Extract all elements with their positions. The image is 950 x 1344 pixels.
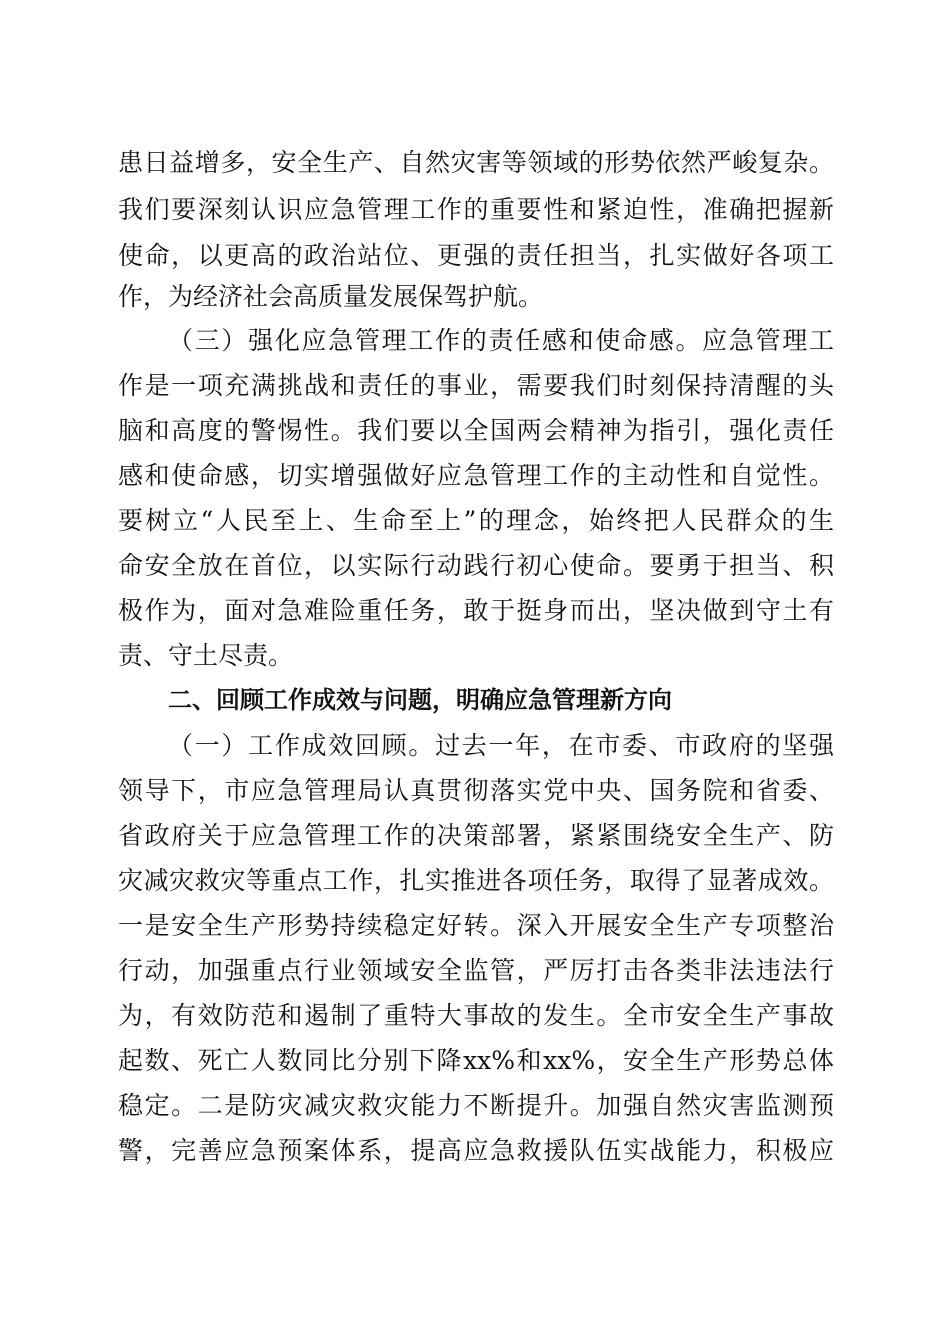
body-text-line: 感和使命感，切实增强做好应急管理工作的主动性和自觉性。	[118, 461, 834, 490]
body-text-line: 极作为，面对急难险重任务，敢于挺身而出，坚决做到守土有	[118, 596, 834, 625]
body-text-line: 责、守土尽责。	[118, 641, 294, 670]
subheading-paragraph-start: （三）强化应急管理工作的责任感和使命感。应急管理工	[168, 326, 834, 355]
section-heading: 二、回顾工作成效与问题，明确应急管理新方向	[168, 686, 672, 714]
body-text-line: 行动，加强重点行业领域安全监管，严厉打击各类非法违法行	[118, 956, 834, 985]
body-text-line: 警，完善应急预案体系，提高应急救援队伍实战能力，积极应	[118, 1136, 834, 1165]
body-text-line: 作，为经济社会高质量发展保驾护航。	[118, 282, 544, 311]
body-text-line: 命安全放在首位，以实际行动践行初心使命。要勇于担当、积	[118, 551, 834, 580]
subheading-paragraph-start: （一）工作成效回顾。过去一年，在市委、市政府的坚强	[168, 731, 834, 760]
body-text-line: 领导下，市应急管理局认真贯彻落实党中央、国务院和省委、	[118, 776, 834, 805]
body-text-line: 患日益增多，安全生产、自然灾害等领域的形势依然严峻复杂。	[118, 148, 834, 177]
body-text-line: 使命，以更高的政治站位、更强的责任担当，扎实做好各项工	[118, 241, 834, 270]
body-text-line: 为，有效防范和遏制了重特大事故的发生。全市安全生产事故	[118, 1001, 834, 1030]
body-text-line: 要树立“人民至上、生命至上”的理念，始终把人民群众的生	[118, 506, 834, 535]
body-text-line: 脑和高度的警惕性。我们要以全国两会精神为指引，强化责任	[118, 416, 834, 445]
body-text-line: 我们要深刻认识应急管理工作的重要性和紧迫性，准确把握新	[118, 195, 834, 224]
body-text-line: 作是一项充满挑战和责任的事业，需要我们时刻保持清醒的头	[118, 371, 834, 400]
body-text-line: 省政府关于应急管理工作的决策部署，紧紧围绕安全生产、防	[118, 821, 834, 850]
body-text-line: 起数、死亡人数同比分别下降xx%和xx%，安全生产形势总体	[118, 1046, 834, 1075]
body-text-line: 稳定。二是防灾减灾救灾能力不断提升。加强自然灾害监测预	[118, 1091, 834, 1120]
body-text-line: 灾减灾救灾等重点工作，扎实推进各项任务，取得了显著成效。	[118, 866, 834, 895]
body-text-line: 一是安全生产形势持续稳定好转。深入开展安全生产专项整治	[118, 911, 834, 940]
